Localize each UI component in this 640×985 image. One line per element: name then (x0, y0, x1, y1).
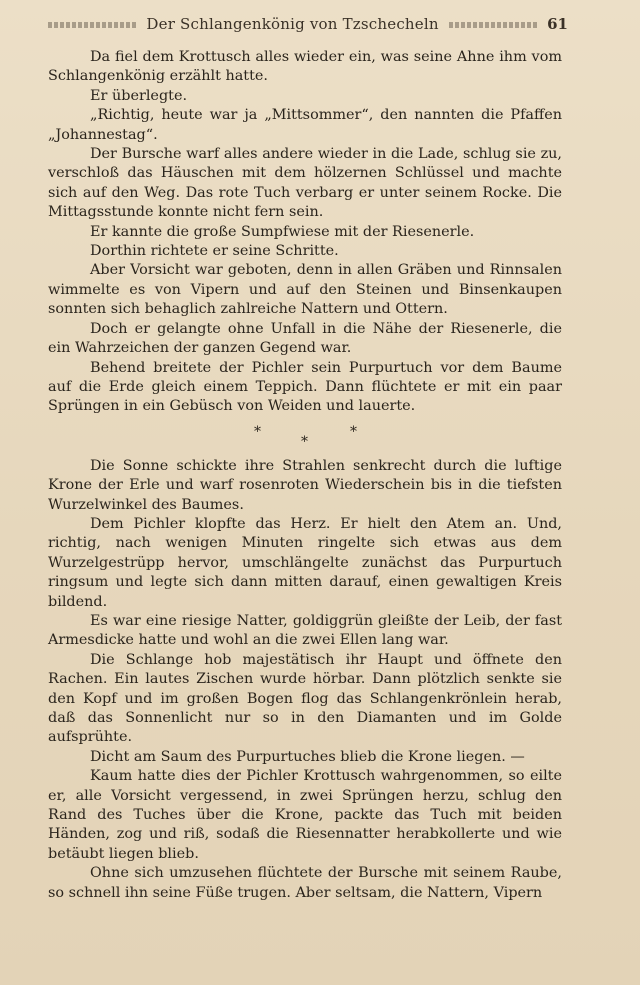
paragraph: Er überlegte. (90, 87, 188, 104)
paragraph: Der Bursche warf alles andere wieder in die Lade, schlug sie zu, verschloß das Häuschen mit dem hölzernen Schlüssel und machte sich auf den Weg. Das rote Tuch verbarg er unter seinem Rocke. Die Mittagsstunde konnte nicht fern sein. (48, 146, 562, 221)
paragraph: Kaum hatte dies der Pichler Krottusch wahrgenommen, so eilte er, alle Vorsicht vergessend, in zwei Sprüngen herzu, schlug den Rand des Tuches über die Krone, packte das Tuch mit beiden Händen, zog und riß, sodaß die Riesennatter herabkollerte und wie betäubt liegen blieb. (48, 768, 562, 862)
paragraph: Dem Pichler klopfte das Herz. Er hielt den Atem an. Und, richtig, nach wenigen Minuten ringelte sich etwas aus dem Wurzelgestrüpp hervor, umschlängelte zunächst das Purpurtuch ringsum und legte sich dann mitten darauf, einen gewaltigen Kreis bildend. (48, 515, 562, 610)
paragraph: Da fiel dem Krottusch alles wieder ein, was seine Ahne ihm vom Schlangenkönig erzählt hatte. (48, 49, 562, 85)
separator-star: * (254, 423, 261, 440)
paragraph: Es war eine riesige Natter, goldiggrün gleißte der Leib, der fast Armesdicke hatte und wohl an die zwei Ellen lang war. (48, 612, 562, 649)
section-separator (48, 417, 562, 457)
page-header (48, 12, 568, 36)
paragraph: Behend breitete der Pichler sein Purpurtuch vor dem Baume auf die Erde gleich einem Teppich. Dann flüchtete er mit ein paar Sprüngen in ein Gebüsch von Weiden und lauerte. (48, 359, 562, 415)
body-text (48, 48, 562, 903)
paragraph: Die Sonne schickte ihre Strahlen senkrecht durch die luftige Krone der Erle und warf rosenroten Wiederschein bis in die tiefsten Wurzelwinkel des Baumes. (48, 457, 562, 513)
paragraph: Dorthin richtete er seine Schritte. (90, 243, 339, 260)
paragraph: Aber Vorsicht war geboten, denn in allen Gräben und Rinnsalen wimmelte es von Vipern und auf den Steinen und Binsenkaupen sonnten sich behaglich zahlreiche Nattern und Ottern. (48, 262, 562, 318)
paragraph: Die Schlange hob majestätisch ihr Haupt und öffnete den Rachen. Ein lautes Zischen wurde hörbar. Dann plötzlich senkte sie den Kopf und im großen Bogen flog das Schlangenkrönlein herab, daß das Sonnenlicht nur so in den Diamanten und im Golde aufsprühte. (48, 651, 562, 746)
paragraph: Doch er gelangte ohne Unfall in die Nähe der Riesenerle, die ein Wahrzeichen der ganzen Gegend war. (48, 320, 562, 357)
separator-star: * (350, 423, 357, 440)
paragraph: Er kannte die große Sumpfwiese mit der Riesenerle. (90, 223, 475, 240)
paragraph: „Richtig, heute war ja „Mittsommer“, den nannten die Pfaffen „Johannestag“. (48, 107, 562, 143)
page-number: 61 (547, 15, 568, 33)
paragraph: Ohne sich umzusehen flüchtete der Bursche mit seinem Raube, so schnell ihn seine Füße trugen. Aber seltsam, die Nattern, Vipern (48, 865, 562, 901)
paragraph: Dicht am Saum des Purpurtuches blieb die Krone liegen. — (90, 748, 525, 765)
header-ornament-left (48, 22, 136, 28)
running-title: Der Schlangenkönig von Tzschecheln (146, 15, 439, 33)
separator-star: * (301, 433, 308, 450)
header-ornament-right (449, 22, 537, 28)
